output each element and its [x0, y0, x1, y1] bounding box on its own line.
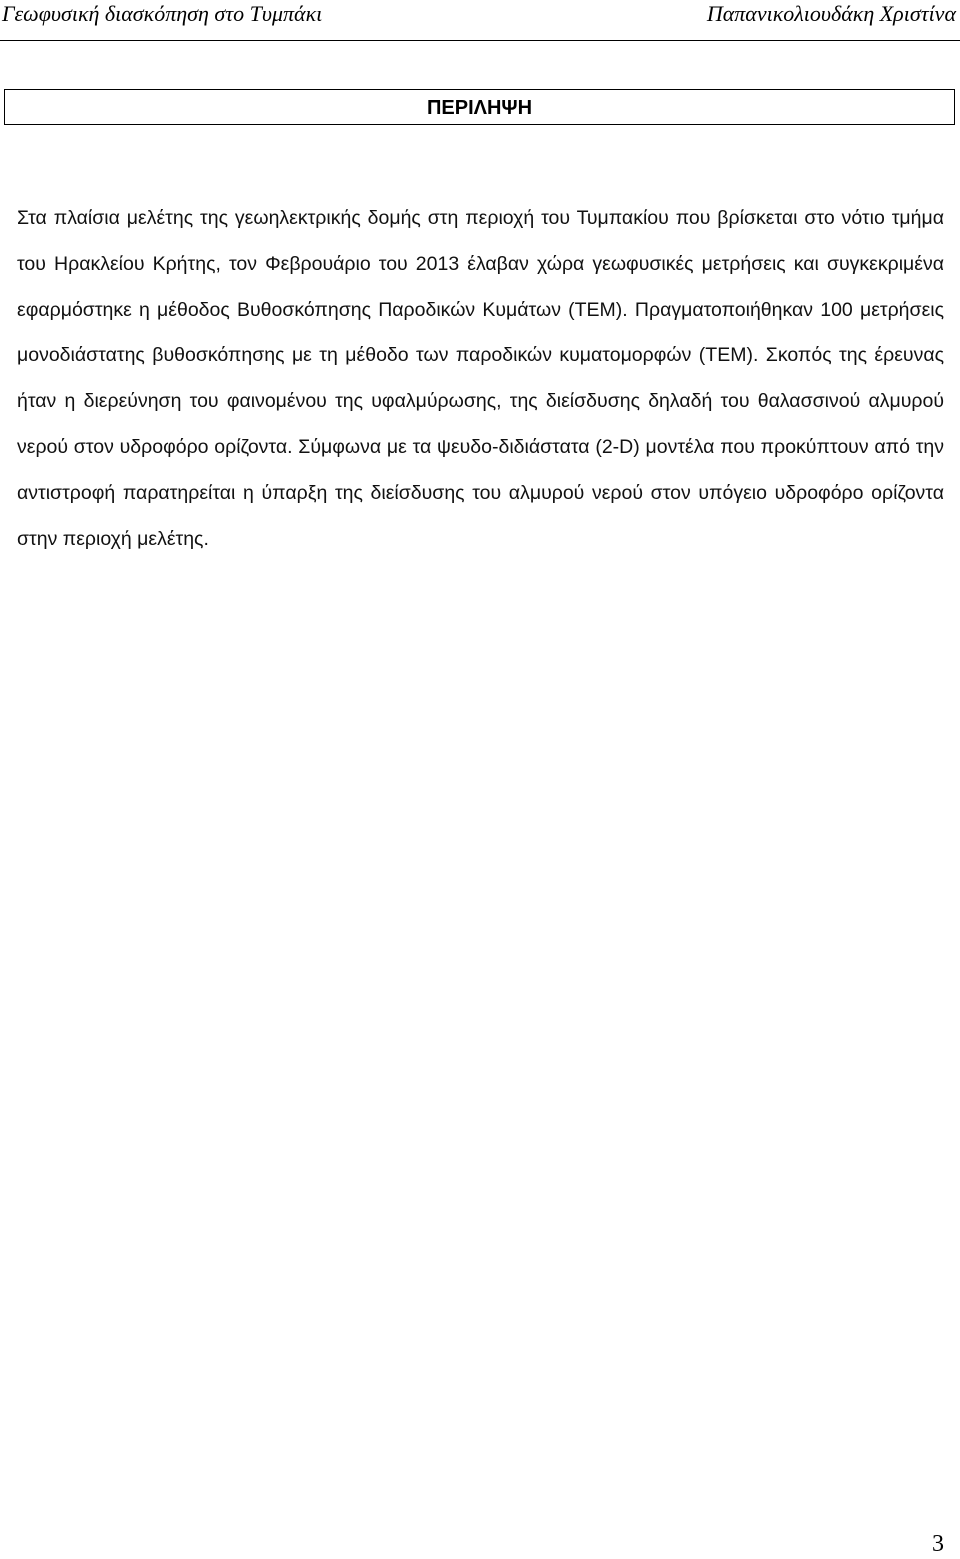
abstract-paragraph: Στα πλαίσια μελέτης της γεωηλεκτρικής δομής στη περιοχή του Τυμπακίου που βρίσκεται στο νότιο τμήμα του Ηρακλείου Κρήτης, τον Φεβρουάριο του 2013 έλαβαν χώρα γεωφυσικές μετρήσεις και συγκεκριμένα εφαρμόστηκε η μέθοδος Βυθοσκόπησης Παροδικών Κυμάτων (TEM). Πραγματοποιήθηκαν 100 μετρήσεις μονοδιάστατης βυθοσκόπησης με τη μέθοδο των παροδικών κυματομορφών (TEM). Σκοπός της έρευνας ήταν η διερεύνηση του φαινομένου της υφαλμύρωσης, της διείσδυσης δηλαδή του θαλασσινού αλμυρού νερού στον υδροφόρο ορίζοντα. Σύμφωνα με τα ψευδο-διδιάστατα (2-D) μοντέλα που προκύπτουν από την αντιστροφή παρατηρείται η ύπαρξη της διείσδυσης του αλμυρού νερού στον υπόγειο υδροφόρο ορίζοντα στην περιοχή μελέτης.: [17, 207, 944, 550]
page-number: 3: [932, 1531, 944, 1557]
header-document-title: Γεωφυσική διασκόπηση στο Τυμπάκι: [2, 1, 323, 26]
section-title: ΠΕΡΙΛΗΨΗ: [4, 89, 955, 125]
running-header: [0, 0, 960, 41]
header-author-name: Παπανικολιουδάκη Χριστίνα: [706, 1, 956, 26]
